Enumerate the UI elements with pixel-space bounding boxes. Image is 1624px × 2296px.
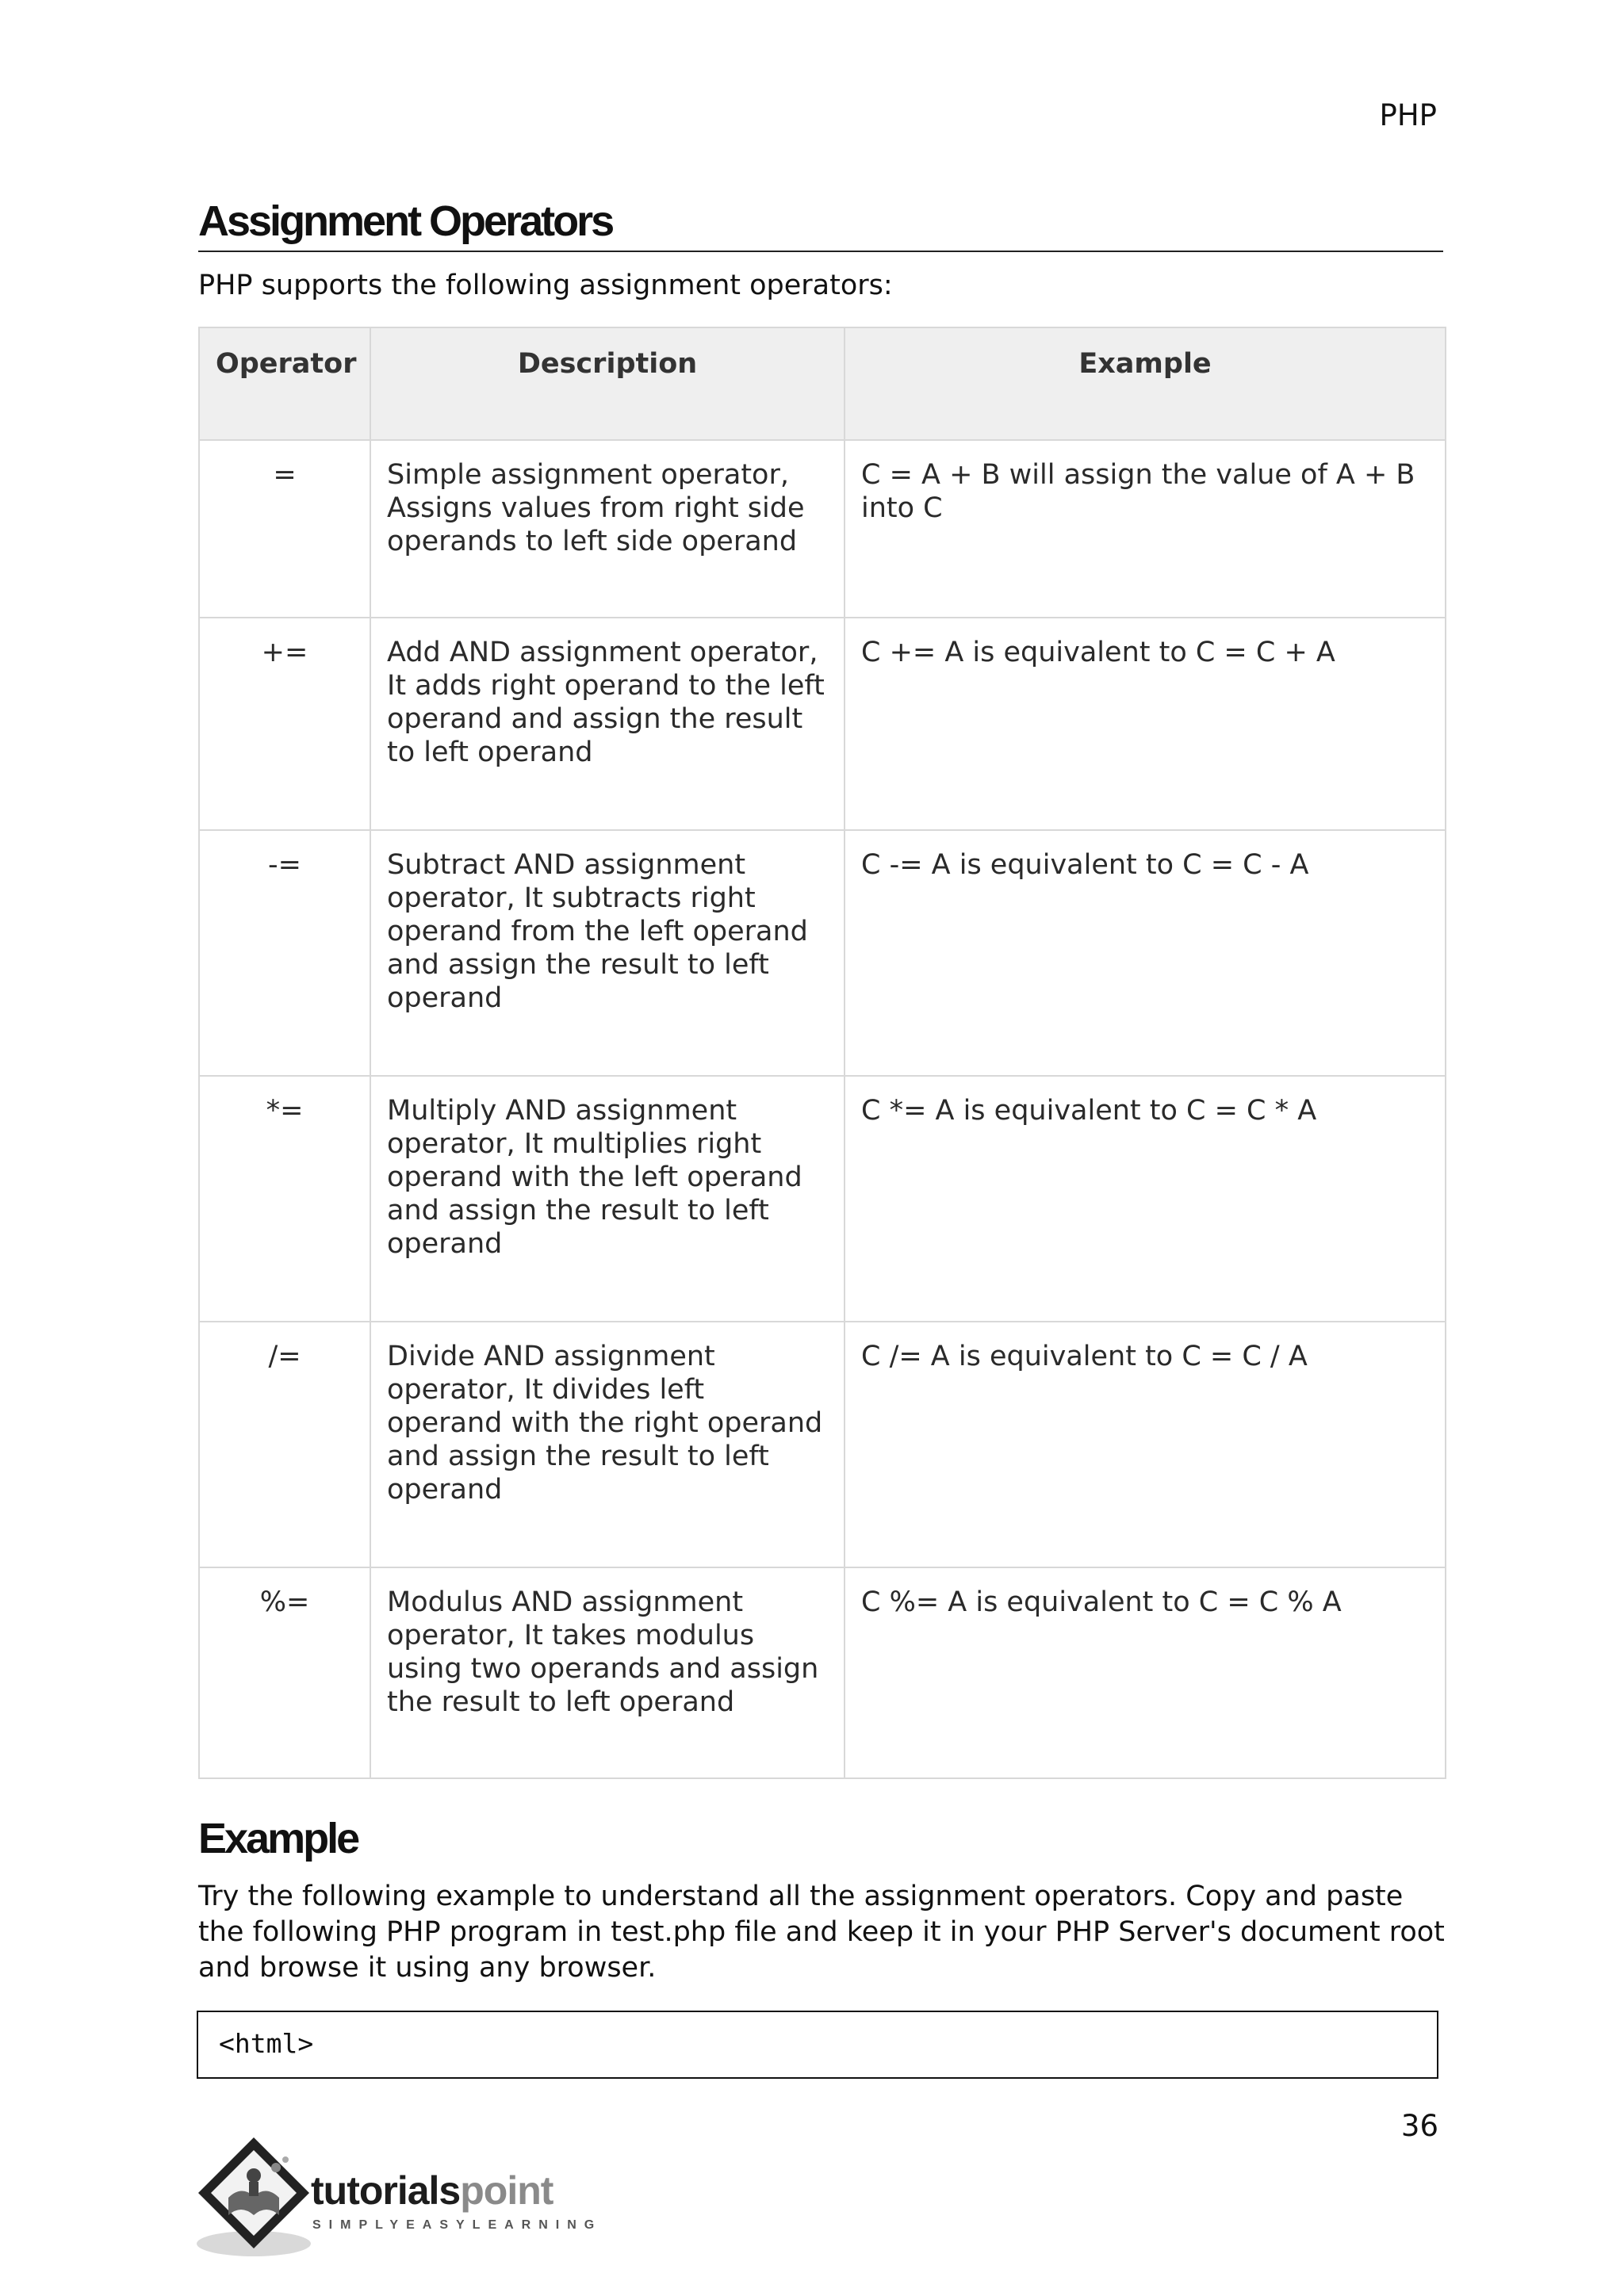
- table-row: [199, 1076, 1446, 1322]
- header-operator: Operator: [199, 327, 370, 440]
- example-cell: C -= A is equivalent to C = C - A: [845, 830, 1446, 1076]
- example-title: Example: [198, 1815, 358, 1862]
- logo-emblem-icon: [193, 2133, 320, 2267]
- example-cell: C += A is equivalent to C = C + A: [845, 618, 1446, 830]
- example-cell: C %= A is equivalent to C = C % A: [845, 1567, 1446, 1778]
- example-cell: C = A + B will assign the value of A + B into C: [845, 440, 1446, 618]
- example-cell: C /= A is equivalent to C = C / A: [845, 1322, 1446, 1567]
- example-paragraph: Try the following example to understand all the assignment operators. Copy and paste the following PHP program in test.php file and keep it in your PHP Server's document root and browse it using any browser.: [198, 1881, 1445, 1984]
- logo-wordmark: [311, 2168, 553, 2214]
- operator-cell: =: [199, 440, 370, 618]
- description-cell: Modulus AND assignment operator, It takes modulus using two operands and assign the result to left operand: [370, 1567, 845, 1778]
- description-cell: Simple assignment operator, Assigns values from right side operands to left side operand: [370, 440, 845, 618]
- logo-word-secondary: point: [460, 2168, 553, 2213]
- operator-cell: -=: [199, 830, 370, 1076]
- tutorialspoint-logo: [193, 2133, 606, 2267]
- logo-word-primary: tutorials: [311, 2168, 461, 2213]
- table-row: [199, 830, 1446, 1076]
- description-cell: Add AND assignment operator, It adds right operand to the left operand and assign the result to left operand: [370, 618, 845, 830]
- table-row: [199, 1322, 1446, 1567]
- section-title: Assignment Operators: [198, 197, 613, 245]
- description-cell: Divide AND assignment operator, It divides left operand with the right operand and assign the result to left operand: [370, 1322, 845, 1567]
- operator-cell: /=: [199, 1322, 370, 1567]
- example-cell: C *= A is equivalent to C = C * A: [845, 1076, 1446, 1322]
- title-underline: [198, 251, 1443, 252]
- code-line: <html>: [219, 2028, 314, 2059]
- header-description: Description: [370, 327, 845, 440]
- table-row: [199, 618, 1446, 830]
- description-cell: Subtract AND assignment operator, It subtracts right operand from the left operand and assign the result to left operand: [370, 830, 845, 1076]
- intro-text: PHP supports the following assignment operators:: [198, 270, 893, 301]
- running-header: PHP: [1379, 98, 1437, 132]
- description-cell: Multiply AND assignment operator, It multiplies right operand with the left operand and assign the result to left operand: [370, 1076, 845, 1322]
- operator-cell: +=: [199, 618, 370, 830]
- table-row: [199, 440, 1446, 618]
- operator-cell: *=: [199, 1076, 370, 1322]
- operators-table: [198, 327, 1446, 1779]
- code-block: [197, 2011, 1438, 2079]
- table-header-row: [199, 327, 1446, 440]
- operator-cell: %=: [199, 1567, 370, 1778]
- header-example: Example: [845, 327, 1446, 440]
- page-number: 36: [1400, 2109, 1438, 2143]
- table-row: [199, 1567, 1446, 1778]
- logo-tagline: SIMPLYEASYLEARNING: [312, 2218, 603, 2232]
